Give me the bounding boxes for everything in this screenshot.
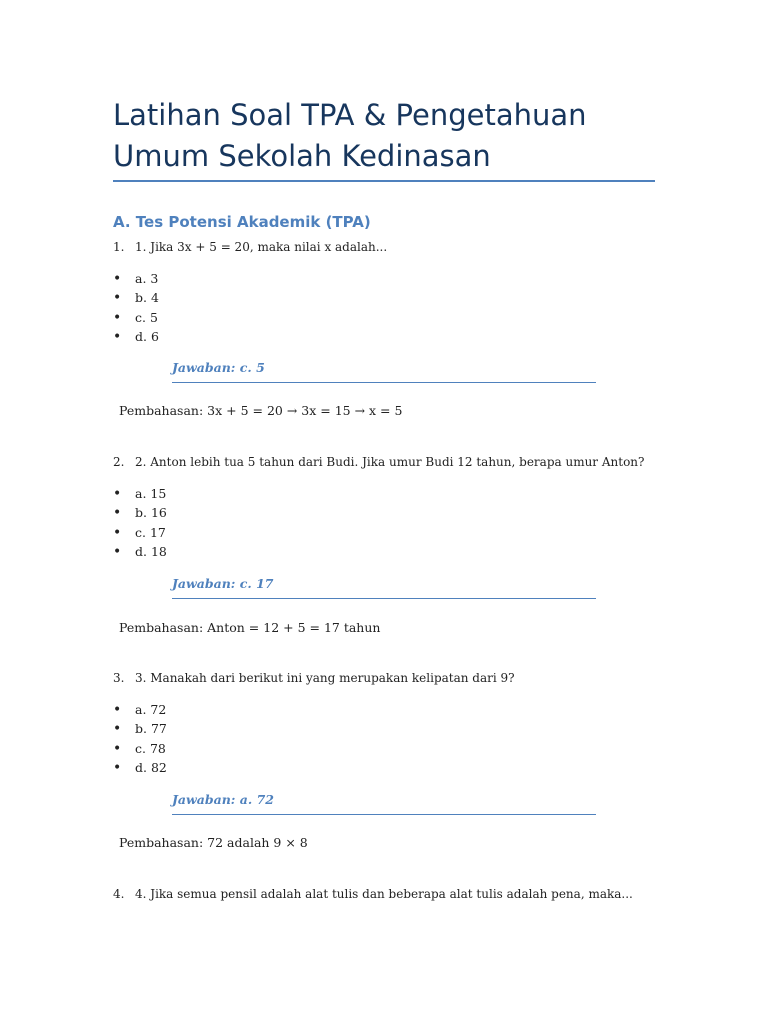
- explanation-1: Pembahasan: 3x + 5 = 20 → 3x = 15 → x = 5: [119, 403, 403, 418]
- bullet-icon: •: [113, 290, 122, 307]
- answer-box-1: [172, 360, 596, 383]
- bullet-icon: •: [113, 524, 122, 541]
- bullet-icon: •: [113, 271, 122, 287]
- bullet-icon: •: [113, 740, 122, 757]
- title-divider: [113, 180, 655, 182]
- question-number: 1.: [113, 240, 125, 254]
- option-item: [113, 503, 167, 522]
- bullet-icon: •: [113, 309, 122, 326]
- option-text: d. 18: [135, 543, 167, 559]
- option-text: c. 78: [135, 740, 166, 756]
- question-2: [113, 455, 644, 469]
- option-text: a. 72: [135, 702, 167, 717]
- question-number: 4.: [113, 887, 125, 901]
- bullet-icon: •: [113, 721, 122, 738]
- question-text: 2. Anton lebih tua 5 tahun dari Budi. Jika umur Budi 12 tahun, berapa umur Anton?: [135, 455, 645, 469]
- option-text: c. 17: [135, 524, 166, 540]
- question-text: 3. Manakah dari berikut ini yang merupakan kelipatan dari 9?: [135, 671, 515, 685]
- option-item: [113, 269, 159, 288]
- explanation-2: Pembahasan: Anton = 12 + 5 = 17 tahun: [119, 620, 381, 635]
- bullet-icon: •: [113, 759, 122, 776]
- question-1: [113, 240, 387, 254]
- answer-box-3: [172, 792, 596, 815]
- answer-text: Jawaban: c. 17: [172, 576, 274, 591]
- bullet-icon: •: [113, 328, 122, 345]
- option-item: [113, 308, 159, 327]
- answer-text: Jawaban: c. 5: [172, 360, 265, 375]
- question-number: 2.: [113, 455, 125, 469]
- option-item: [113, 700, 167, 719]
- answer-text: Jawaban: a. 72: [172, 792, 274, 807]
- option-item: [113, 758, 167, 777]
- option-text: a. 15: [135, 486, 167, 501]
- option-item: [113, 719, 167, 738]
- question-4: [113, 887, 633, 901]
- option-item: [113, 523, 167, 542]
- option-item: [113, 484, 167, 503]
- explanation-3: Pembahasan: 72 adalah 9 × 8: [119, 835, 308, 850]
- option-text: b. 4: [135, 290, 159, 306]
- option-text: b. 77: [135, 721, 167, 737]
- option-text: a. 3: [135, 271, 159, 286]
- option-item: [113, 327, 159, 346]
- question-3: [113, 671, 515, 685]
- options-list-3: [113, 700, 167, 777]
- bullet-icon: •: [113, 505, 122, 522]
- option-item: [113, 542, 167, 561]
- question-text: 1. Jika 3x + 5 = 20, maka nilai x adalah...: [135, 240, 388, 254]
- options-list-1: [113, 269, 159, 346]
- bullet-icon: •: [113, 543, 122, 560]
- bullet-icon: •: [113, 486, 122, 502]
- option-text: d. 6: [135, 328, 159, 344]
- question-text: 4. Jika semua pensil adalah alat tulis dan beberapa alat tulis adalah pena, maka...: [135, 887, 633, 901]
- option-text: d. 82: [135, 759, 167, 775]
- bullet-icon: •: [113, 702, 122, 718]
- section-heading: A. Tes Potensi Akademik (TPA): [113, 213, 371, 231]
- option-text: c. 5: [135, 309, 158, 325]
- page-title: Latihan Soal TPA & Pengetahuan Umum Sekolah Kedinasan: [113, 98, 587, 173]
- option-item: [113, 288, 159, 307]
- options-list-2: [113, 484, 167, 561]
- option-item: [113, 739, 167, 758]
- question-number: 3.: [113, 671, 125, 685]
- option-text: b. 16: [135, 505, 167, 521]
- answer-box-2: [172, 576, 596, 599]
